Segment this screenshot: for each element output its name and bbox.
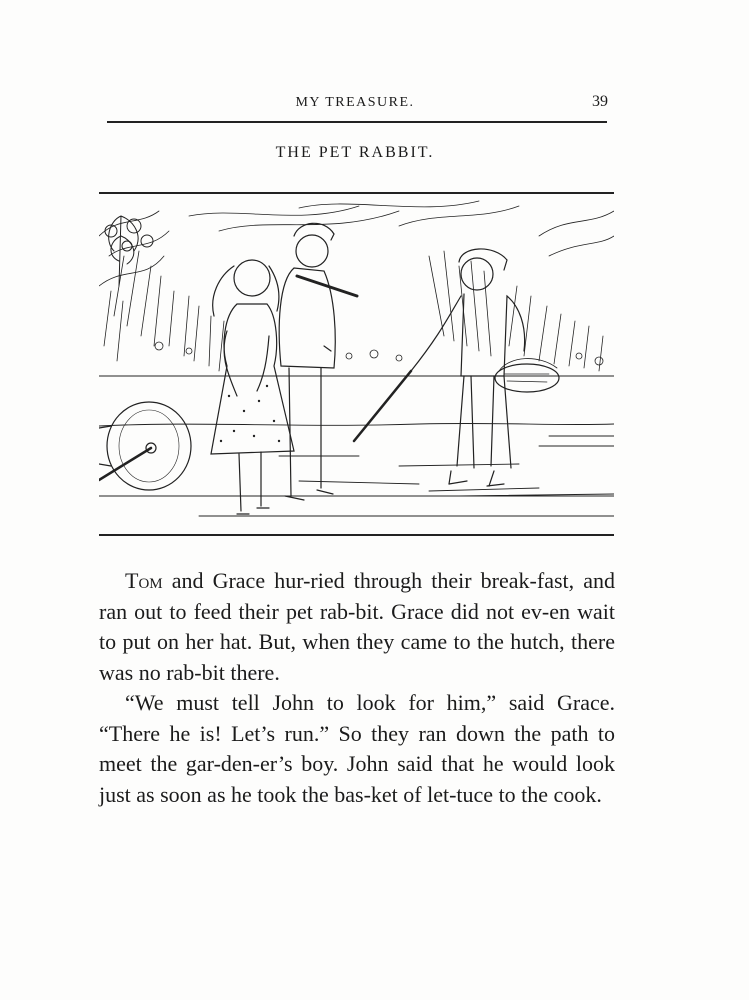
illustration-top-rule bbox=[99, 192, 614, 194]
garden-roller bbox=[99, 402, 191, 490]
paragraph-2: “We must tell John to look for him,” said Grace. “There he is! Let’s run.” So they ran down the path to meet the gar-den-er’s boy. John said that he would look just as soon as he took the bas-ket of let-tuce to the cook. bbox=[99, 690, 615, 807]
foliage-hatching bbox=[99, 201, 614, 371]
header-rule bbox=[107, 121, 607, 123]
lead-word: Tom bbox=[125, 568, 163, 593]
flower-border bbox=[155, 342, 603, 365]
page-number: 39 bbox=[592, 93, 608, 110]
story-text bbox=[99, 566, 615, 810]
paragraph-1-text: and Grace hur-ried through their break-fast, and ran out to feed their pet rab-bit. Grace did not ev-en wait to put on her hat. But, when they came to the hutch, there was no rab-bit there. bbox=[99, 568, 615, 685]
tom-figure bbox=[279, 223, 357, 500]
running-title: MY TREASURE. bbox=[295, 95, 415, 110]
chapter-title: THE PET RABBIT. bbox=[275, 144, 435, 161]
illustration-bottom-rule bbox=[99, 534, 614, 536]
paragraph-1 bbox=[99, 566, 615, 688]
gardener-boy-figure bbox=[354, 249, 559, 486]
ground bbox=[99, 376, 614, 516]
running-head bbox=[100, 93, 610, 117]
illustration-engraving bbox=[99, 196, 614, 530]
